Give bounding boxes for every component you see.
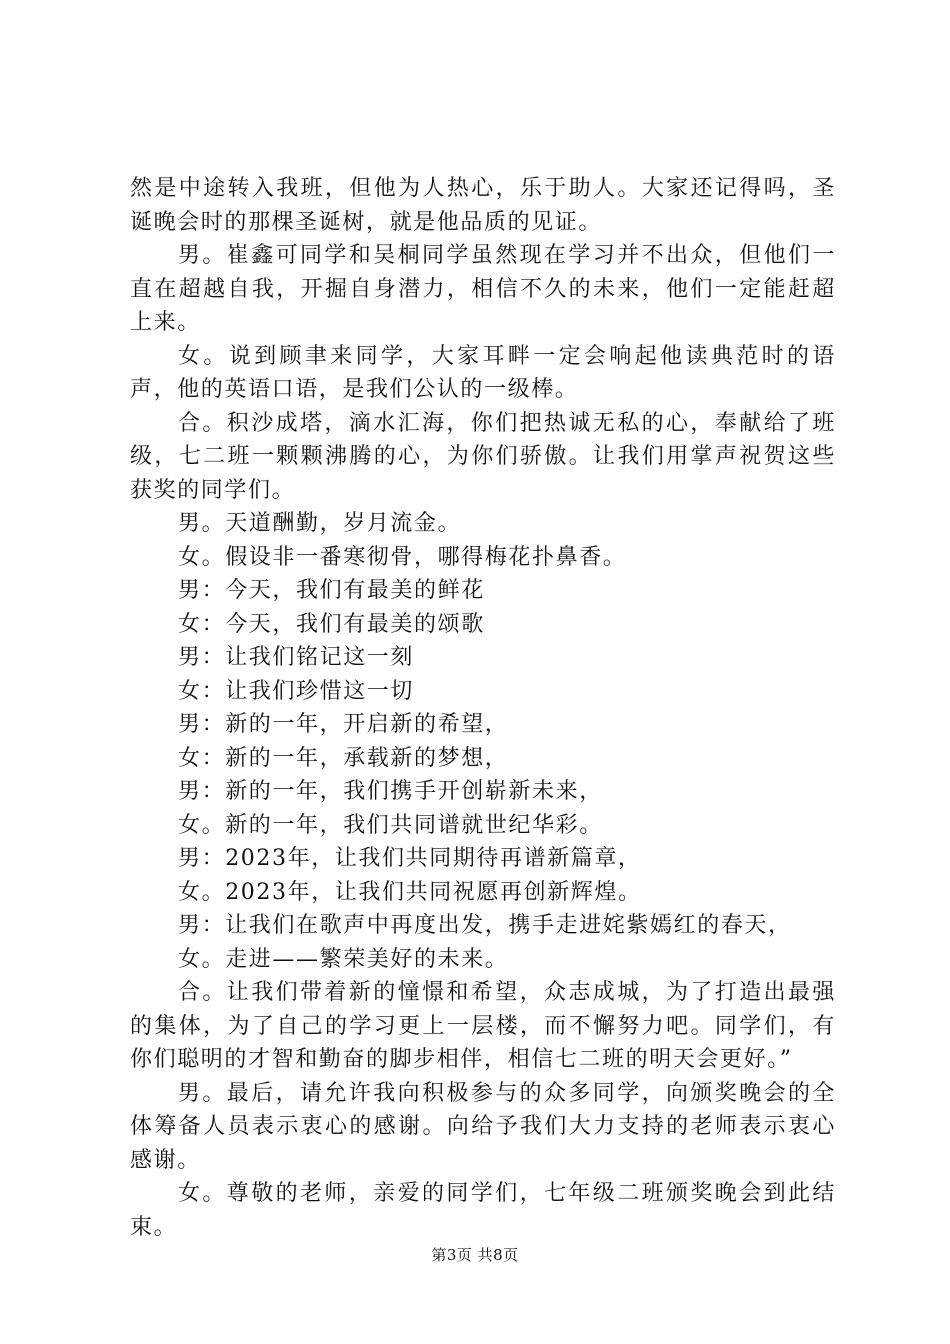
- paragraph: 女：今天，我们有最美的颂歌: [178, 611, 485, 637]
- paragraph: 男：新的一年，我们携手开创崭新未来，: [178, 779, 603, 804]
- paragraph: 男：新的一年，开启新的希望，: [178, 712, 509, 737]
- paragraph: 女。说到顾聿来同学，大家耳畔一定会响起他读典范时的语声，他的英语口语，是我们公认的一级棒。: [130, 343, 836, 402]
- paragraph: 女。尊敬的老师，亲爱的同学们，七年级二班颁奖晚会到此结束。: [130, 1181, 836, 1240]
- paragraph: 女。2023年，让我们共同祝愿再创新辉煌。: [178, 879, 642, 905]
- paragraph: 男。天道酬勤，岁月流金。: [178, 511, 462, 536]
- paragraph: 男。最后，请允许我向积极参与的众多同学，向颁奖晚会的全体筹备人员表示衷心的感谢。向给予我们大力支持的老师表示衷心感谢。: [130, 1080, 836, 1173]
- paragraph: 然是中途转入我班，但他为人热心，乐于助人。大家还记得吗，圣诞晚会时的那棵圣诞树，就是他品质的见证。: [130, 176, 836, 235]
- document-body: [130, 172, 836, 1244]
- paragraph: 男：2023年，让我们共同期待再谱新篇章，: [178, 846, 642, 871]
- paragraph: 男。崔鑫可同学和吴桐同学虽然现在学习并不出众，但他们一直在超越自我，开掘自身潜力，相信不久的未来，他们一定能赶超上来。: [130, 243, 836, 335]
- paragraph: 合。积沙成塔，滴水汇海，你们把热诚无私的心，奉献给了班级，七二班一颗颗沸腾的心，为你们骄傲。让我们用掌声祝贺这些获奖的同学们。: [130, 410, 836, 503]
- paragraph: 女。走进——繁荣美好的未来。: [178, 946, 509, 972]
- paragraph: 女：新的一年，承载新的梦想，: [178, 745, 509, 771]
- paragraph: 男：今天，我们有最美的鲜花: [178, 578, 485, 603]
- paragraph: 女。新的一年，我们共同谱就世纪华彩。: [178, 812, 603, 838]
- page-number-footer: 第3页 共8页: [431, 1246, 519, 1264]
- paragraph: 女：让我们珍惜这一切: [178, 678, 415, 704]
- paragraph: 男：让我们铭记这一刻: [178, 645, 415, 670]
- paragraph: 女。假设非一番寒彻骨，哪得梅花扑鼻香。: [178, 544, 627, 570]
- paragraph: 男：让我们在歌声中再度出发，携手走进姹紫嫣红的春天，: [178, 913, 792, 938]
- paragraph: 合。让我们带着新的憧憬和希望，众志成城，为了打造出最强的集体，为了自己的学习更上一层楼，而不懈努力吧。同学们，有你们聪明的才智和勤奋的脚步相伴，相信七二班的明天会更好。”: [130, 980, 836, 1072]
